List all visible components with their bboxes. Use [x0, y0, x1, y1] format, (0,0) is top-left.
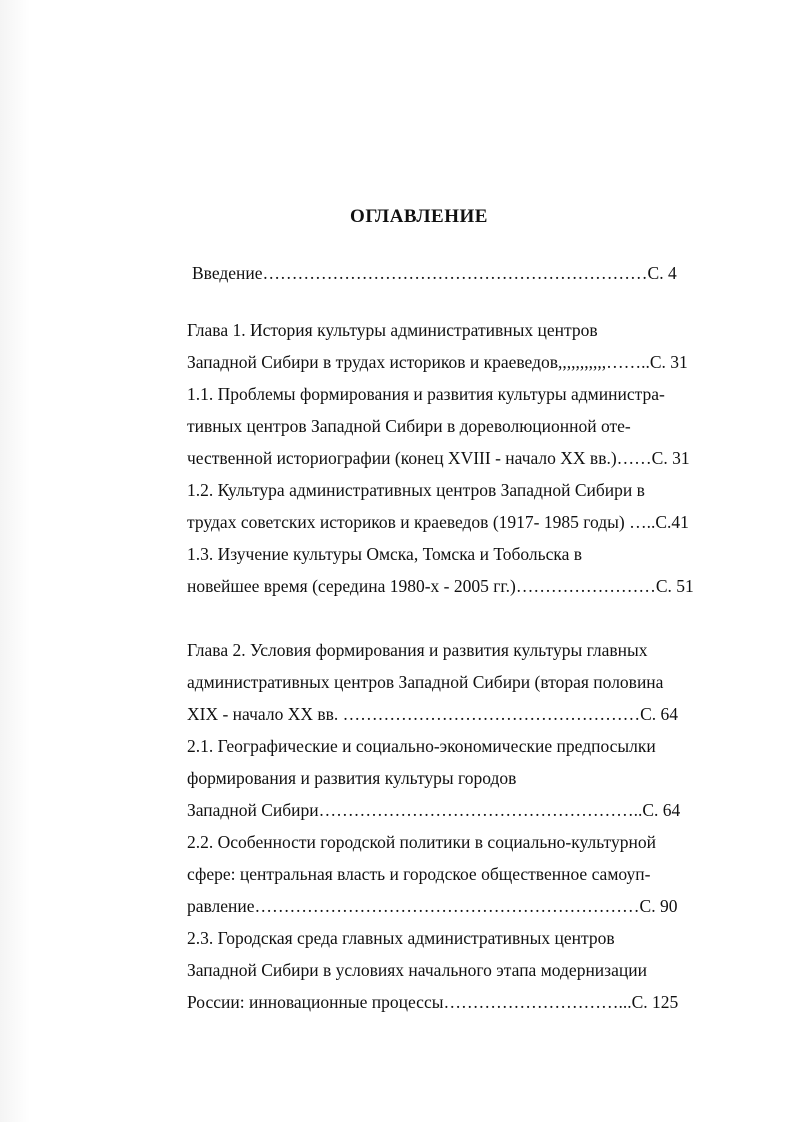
toc-entry-1-1: 1.1. Проблемы формирования и развития культуры администра-	[187, 384, 665, 404]
toc-entry-chapter-2-title-cont: административных центров Западной Сибири (вторая половина	[187, 672, 664, 692]
toc-entry-1-1-cont: тивных центров Западной Сибири в дореволюционной оте-	[187, 416, 631, 436]
toc-entry-1-2: 1.2. Культура административных центров Западной Сибири в	[187, 480, 645, 500]
toc-entry-chapter-1-title-cont: Западной Сибири в трудах историков и краеведов,,,,,,,,,,,……..С. 31	[187, 352, 688, 372]
toc-entry-chapter-2-title: Глава 2. Условия формирования и развития культуры главных	[187, 640, 648, 660]
toc-entry-2-3-cont2: России: инновационные процессы…………………………...С. 125	[187, 992, 679, 1012]
toc-entry-2-1: 2.1. Географические и социально-экономические предпосылки	[187, 736, 656, 756]
toc-entry-2-2-cont: сфере: центральная власть и городское общественное самоуп-	[187, 864, 651, 884]
toc-entry-2-2: 2.2. Особенности городской политики в социально-культурной	[187, 832, 656, 852]
toc-entry-introduction: Введение…………………………………………………………С. 4	[192, 263, 677, 283]
toc-entry-2-1-cont: формирования и развития культуры городов	[187, 768, 517, 788]
toc-entry-1-2-cont: трудах советских историков и краеведов (1917- 1985 годы) …..С.41	[187, 512, 689, 532]
toc-entry-2-2-cont2: равление…………………………………………………………С. 90	[187, 896, 678, 916]
toc-entry-1-1-cont2: чественной историографии (конец XVIII - начало XX вв.)……С. 31	[187, 448, 690, 468]
toc-entry-2-3: 2.3. Городская среда главных административных центров	[187, 928, 615, 948]
scan-edge-shadow	[0, 0, 30, 1122]
toc-entry-2-3-cont: Западной Сибири в условиях начального этапа модернизации	[187, 960, 647, 980]
toc-entry-chapter-1-title: Глава 1. История культуры административных центров	[187, 320, 598, 340]
toc-entry-1-3-cont: новейшее время (середина 1980-х - 2005 гг.)……………………С. 51	[187, 576, 694, 596]
toc-entry-chapter-2-title-cont2: XIX - начало XX вв. ……………………………………………С. 64	[187, 704, 679, 724]
toc-entry-2-1-cont2: Западной Сибири………………………………………………..С. 64	[187, 800, 681, 820]
page-title: ОГЛАВЛЕНИЕ	[350, 206, 488, 227]
toc-entry-1-3: 1.3. Изучение культуры Омска, Томска и Тобольска в	[187, 544, 582, 564]
